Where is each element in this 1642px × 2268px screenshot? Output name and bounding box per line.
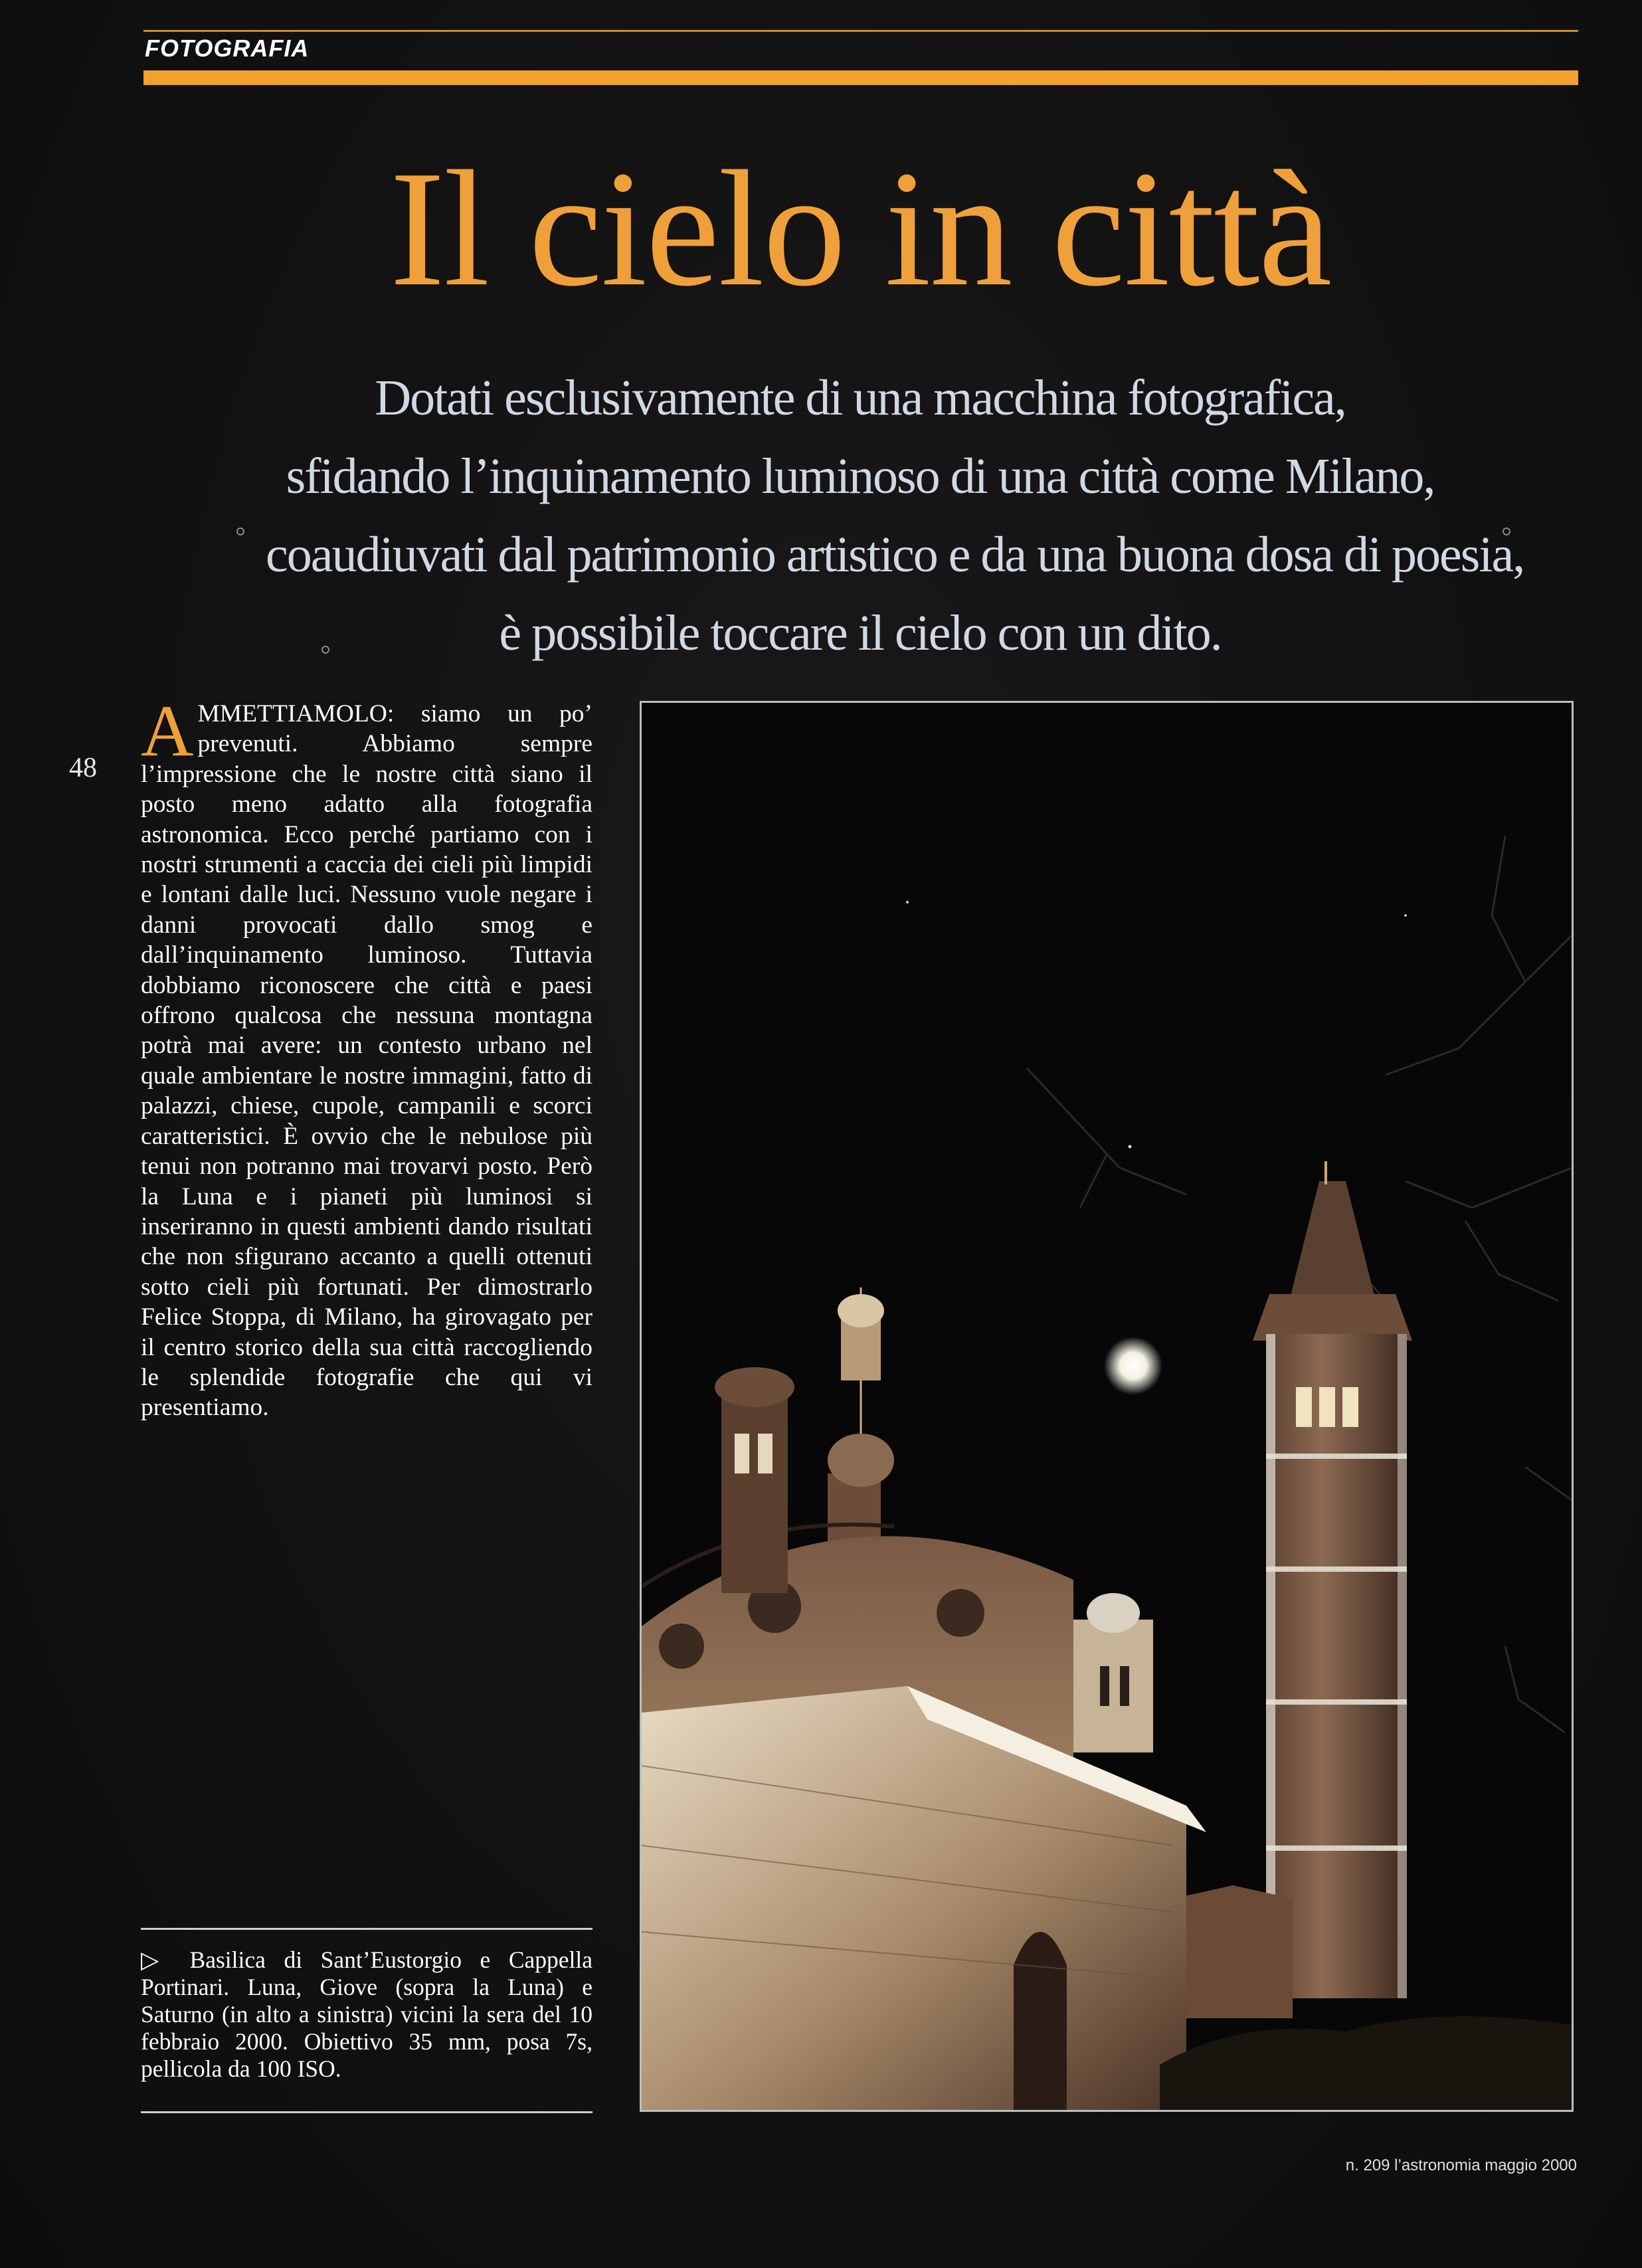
lead-in: MMETTIAMOLO [197,700,387,727]
header-thin-rule [143,30,1578,32]
caption-rule-top [141,1928,593,1930]
drop-cap: A [141,690,194,771]
subtitle-line: sfidando l’inquinamento luminoso di una città come Milano, [286,448,1435,504]
subtitle-line: coaudiuvati dal patrimonio artistico e da una buona dosa di poesia, [266,527,1524,583]
page-footer: n. 209 l’astronomia maggio 2000 [1345,2156,1577,2174]
decorative-dot [321,646,329,654]
page-number: 48 [69,753,97,783]
subtitle-line: Dotati esclusivamente di una macchina fotografica, [375,370,1346,426]
photo-caption [141,1946,593,2083]
section-label: FOTOGRAFIA [145,35,310,62]
photo-basilica-sant-eustorgio [640,701,1574,2112]
photo-illustration [642,703,1572,2110]
decorative-dot [1503,527,1510,535]
article-subtitle [266,359,1524,672]
article-title: Il cielo in città [389,137,1331,321]
body-text: : siamo un po’ prevenuti. Abbiamo sempre l’impressione che le nostre città siano il posto meno adatto alla fotografia astronomica. Ecco perché partiamo con i nostri strumenti a caccia dei cieli più limpidi e lontani dalle luci. Nessuno vuole negare i danni provocati dallo smog e dall’inquinamento luminoso. Tuttavia dobbiamo riconoscere che città e paesi offrono qualcosa che nessuna montagna potrà mai avere: un contesto urbano nel quale ambientare le nostre immagini, fatto di palazzi, chiese, cupole, campanili e scorci caratteristici. È ovvio che le nebulose più tenui non potranno mai trovarvi posto. Però la Luna e i pianeti più luminosi si inseriranno in questi ambienti dando risultati che non sfigurano accanto a quelli ottenuti sotto cieli più fortunati. Per dimostrarlo Felice Stoppa, di Milano, ha girovagato per il centro storico della sua città raccogliendo le splendide fotografie che qui vi presentiamo. [141,700,593,1422]
decorative-dot [236,527,244,535]
caption-text: Basilica di Sant’Eustorgio e Cappella Portinari. Luna, Giove (sopra la Luna) e Saturno (in alto a sinistra) vicini la sera del 10 febbraio 2000. Obiettivo 35 mm, posa 7s, pellicola da 100 ISO. [141,1946,593,2082]
subtitle-line: è possibile toccare il cielo con un dito. [499,605,1222,661]
header-orange-rule [143,70,1578,85]
caption-rule-bottom [141,2111,593,2113]
moon [1104,1337,1162,1395]
article-body [141,690,593,1423]
caption-marker-icon: ▷ [141,1946,171,1973]
